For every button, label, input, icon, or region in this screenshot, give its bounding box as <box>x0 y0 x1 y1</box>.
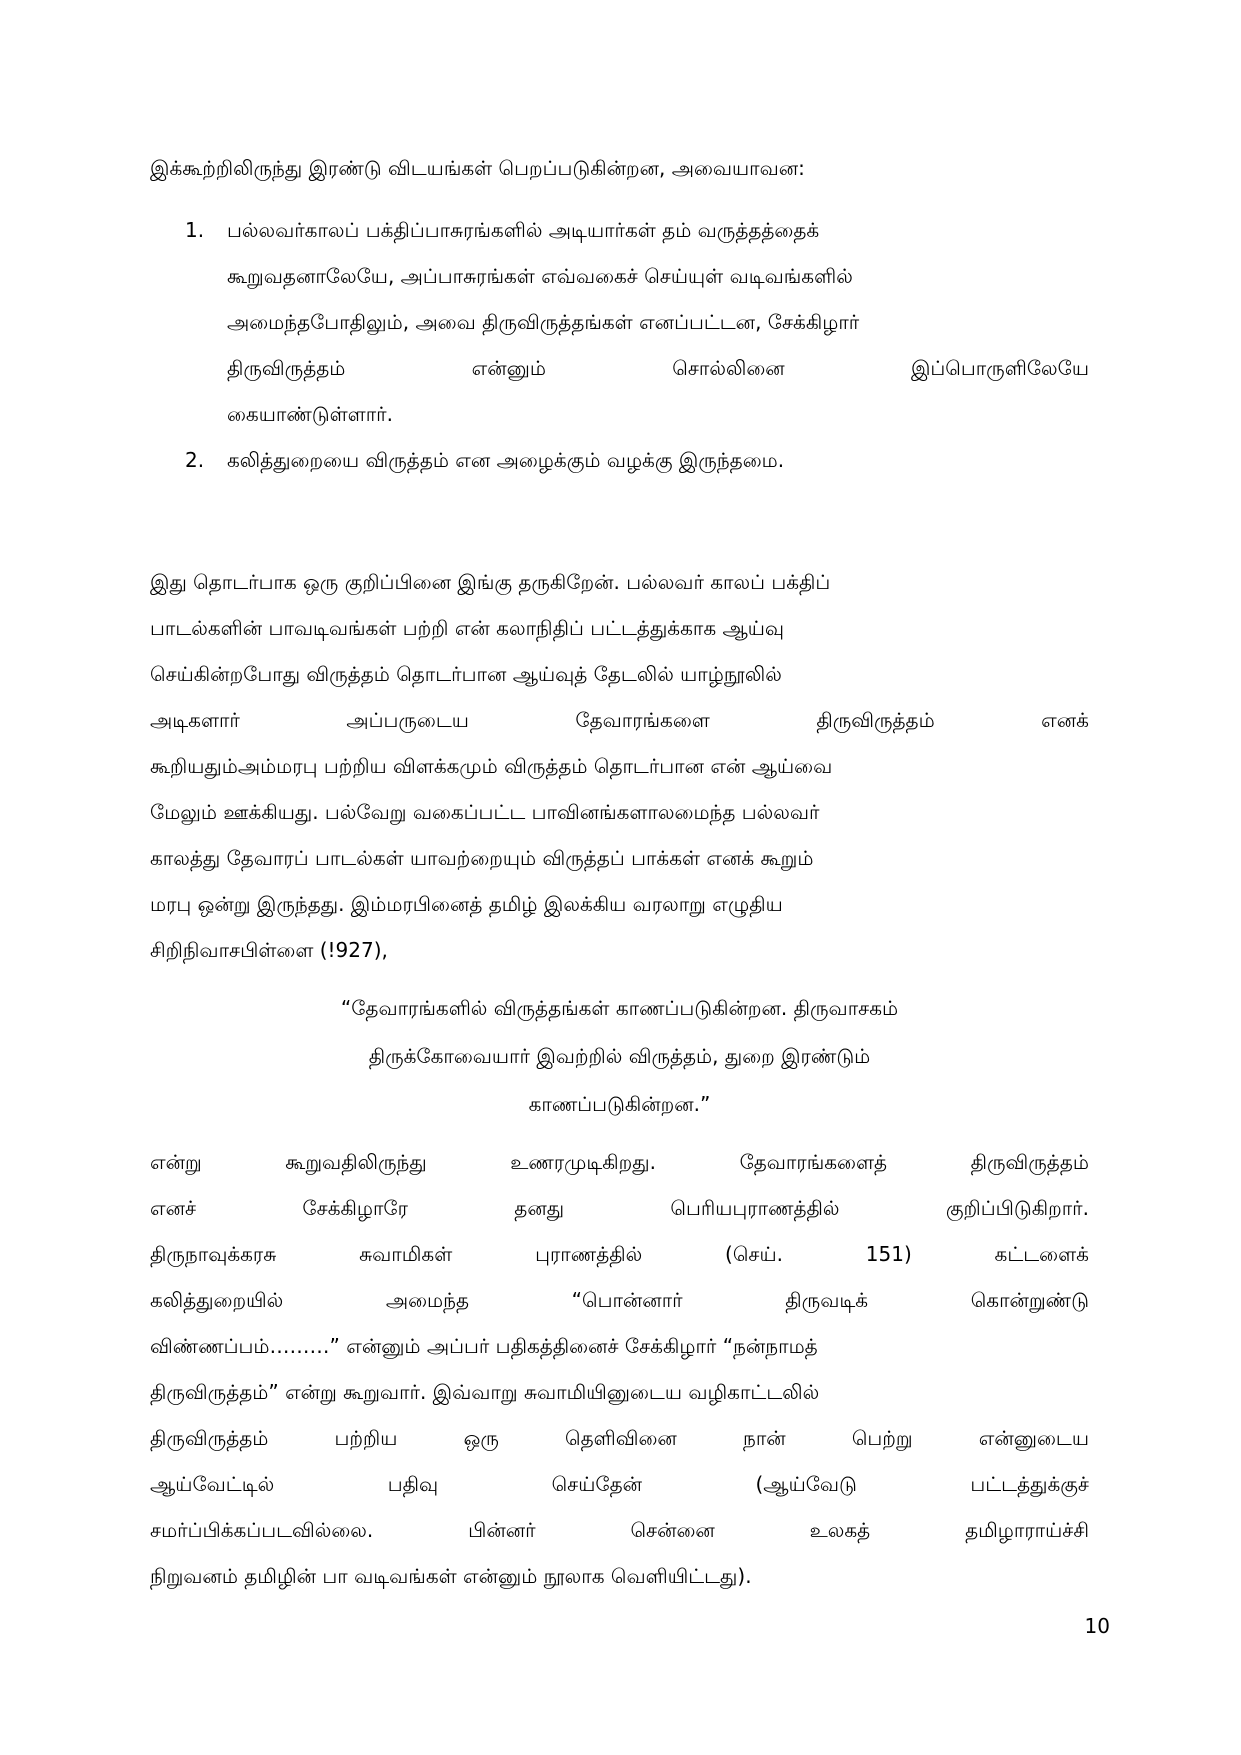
word: செய்தேன் <box>551 1472 642 1496</box>
list-1-line-1-text: பல்லவர்காலப் பக்திப்பாசுரங்களில் அடியார்கள் தம் வருத்தத்தைக் <box>227 218 820 242</box>
word: எனக் <box>1041 708 1089 732</box>
quote-line-3: காணப்படுகின்றன.” <box>528 1092 711 1116</box>
word: 151) <box>865 1242 912 1266</box>
word: தேவாரங்களை <box>575 708 710 732</box>
word: தமிழாராய்ச்சி <box>965 1518 1089 1542</box>
para1-line-6: மேலும் ஊக்கியது. பல்வேறு வகைப்பட்ட பாவினங்களாலமைந்த பல்லவர் <box>150 800 820 824</box>
word: கொன்றுண்டு <box>970 1288 1089 1312</box>
word: (ஆய்வேடு <box>755 1472 857 1496</box>
word: “பொன்னார் <box>571 1288 683 1312</box>
word: அமைந்த <box>385 1288 469 1312</box>
word: கலித்துறையில் <box>150 1288 284 1312</box>
word: அப்பருடைய <box>346 708 469 732</box>
para2-line-7 <box>150 1428 1089 1448</box>
list-1-line-3: அமைந்தபோதிலும், அவை திருவிருத்தங்கள் எனப்பட்டன, சேக்கிழார் <box>227 310 860 334</box>
para2-line-6: திருவிருத்தம்” என்று கூறுவார். இவ்வாறு சுவாமியினுடைய வழிகாட்டலில் <box>150 1380 820 1404</box>
word: ஆய்வேட்டில் <box>150 1472 275 1496</box>
word: திருவடிக் <box>785 1288 869 1312</box>
para1-line-7: காலத்து தேவாரப் பாடல்கள் யாவற்றையும் விருத்தப் பாக்கள் எனக் கூறும் <box>150 846 814 870</box>
word: சமர்ப்பிக்கப்படவில்லை. <box>150 1518 374 1542</box>
para1-line-8: மரபு ஒன்று இருந்தது. இம்மரபினைத் தமிழ் இலக்கிய வரலாறு எழுதிய <box>150 892 783 916</box>
word: திருவிருத்தம் <box>227 356 346 380</box>
word: பின்னர் <box>468 1518 536 1542</box>
word: தேவாரங்களைத் <box>739 1150 888 1174</box>
word: சொல்லினை <box>672 356 785 380</box>
word: நான் <box>742 1426 786 1450</box>
word: என்று <box>150 1150 202 1174</box>
list-2-line-1: கலித்துறையை விருத்தம் என அழைக்கும் வழக்கு இருந்தமை. <box>227 448 785 472</box>
word: திருவிருத்தம் <box>816 708 935 732</box>
word: சேக்கிழாரே <box>302 1196 408 1220</box>
word: பதிவு <box>387 1472 439 1496</box>
para2-line-9 <box>150 1520 1089 1540</box>
word: பட்டத்துக்குச் <box>970 1472 1089 1496</box>
word: உணரமுடிகிறது. <box>510 1150 656 1174</box>
word: தனது <box>514 1196 565 1220</box>
list-1-line-4 <box>227 358 1089 378</box>
para1-line-9: சிறிநிவாசபிள்ளை (!927), <box>150 938 388 962</box>
word: உலகத் <box>809 1518 871 1542</box>
word: பெரியபுராணத்தில் <box>670 1196 840 1220</box>
word: திருவிருத்தம் <box>970 1150 1089 1174</box>
list-number-1: 1. <box>185 218 205 242</box>
para1-line-5: கூறியதும்அம்மரபு பற்றிய விளக்கமும் விருத்தம் தொடர்பான என் ஆய்வை <box>150 754 833 778</box>
word: சுவாமிகள் <box>359 1242 453 1266</box>
word: எனச் <box>150 1196 197 1220</box>
list-number-2: 2. <box>185 448 205 472</box>
word: (செய். <box>725 1242 783 1266</box>
list-1-line-1 <box>227 220 1089 240</box>
quote-line-2: திருக்கோவையார் இவற்றில் விருத்தம், துறை இரண்டும் <box>368 1044 871 1068</box>
word: என்னுடைய <box>978 1426 1089 1450</box>
intro-line: இக்கூற்றிலிருந்து இரண்டு விடயங்கள் பெறப்படுகின்றன, அவையாவன: <box>150 156 805 180</box>
word: கட்டளைக் <box>994 1242 1089 1266</box>
list-1-line-5: கையாண்டுள்ளார். <box>227 402 393 426</box>
para2-line-8 <box>150 1474 1089 1494</box>
para2-line-1 <box>150 1152 1089 1172</box>
list-1-line-2: கூறுவதனாலேயே, அப்பாசுரங்கள் எவ்வகைச் செய்யுள் வடிவங்களில் <box>227 264 853 288</box>
word: தெளிவினை <box>565 1426 677 1450</box>
para1-line-1: இது தொடர்பாக ஒரு குறிப்பினை இங்கு தருகிறேன். பல்லவர் காலப் பக்திப் <box>150 570 831 594</box>
para2-line-2 <box>150 1198 1089 1218</box>
word: இப்பொருளிலேயே <box>910 356 1089 380</box>
para2-line-5: விண்ணப்பம்………” என்னும் அப்பர் பதிகத்தினைச் சேக்கிழார் “நன்நாமத் <box>150 1334 818 1358</box>
word: பெற்று <box>851 1426 913 1450</box>
para2-line-10: நிறுவனம் தமிழின் பா வடிவங்கள் என்னும் நூலாக வெளியிட்டது). <box>150 1564 752 1588</box>
word: புராணத்தில் <box>535 1242 643 1266</box>
word: திருவிருத்தம் <box>150 1426 269 1450</box>
para1-line-4 <box>150 710 1089 730</box>
page-number: 10 <box>1084 1614 1110 1638</box>
para1-line-3: செய்கின்றபோது விருத்தம் தொடர்பான ஆய்வுத் தேடலில் யாழ்நூலில் <box>150 662 782 686</box>
para2-line-3 <box>150 1244 1089 1264</box>
word: பற்றிய <box>334 1426 398 1450</box>
word: திருநாவுக்கரசு <box>150 1242 277 1266</box>
quote-line-1: “தேவாரங்களில் விருத்தங்கள் காணப்படுகின்றன. திருவாசகம் <box>340 996 899 1020</box>
word: கூறுவதிலிருந்து <box>285 1150 427 1174</box>
para1-line-2: பாடல்களின் பாவடிவங்கள் பற்றி என் கலாநிதிப் பட்டத்துக்காக ஆய்வு <box>150 616 785 640</box>
word: அடிகளார் <box>150 708 240 732</box>
para2-line-4 <box>150 1290 1089 1310</box>
word: என்னும் <box>471 356 546 380</box>
word: குறிப்பிடுகிறார். <box>945 1196 1089 1220</box>
word: ஒரு <box>463 1426 499 1450</box>
word: சென்னை <box>630 1518 715 1542</box>
